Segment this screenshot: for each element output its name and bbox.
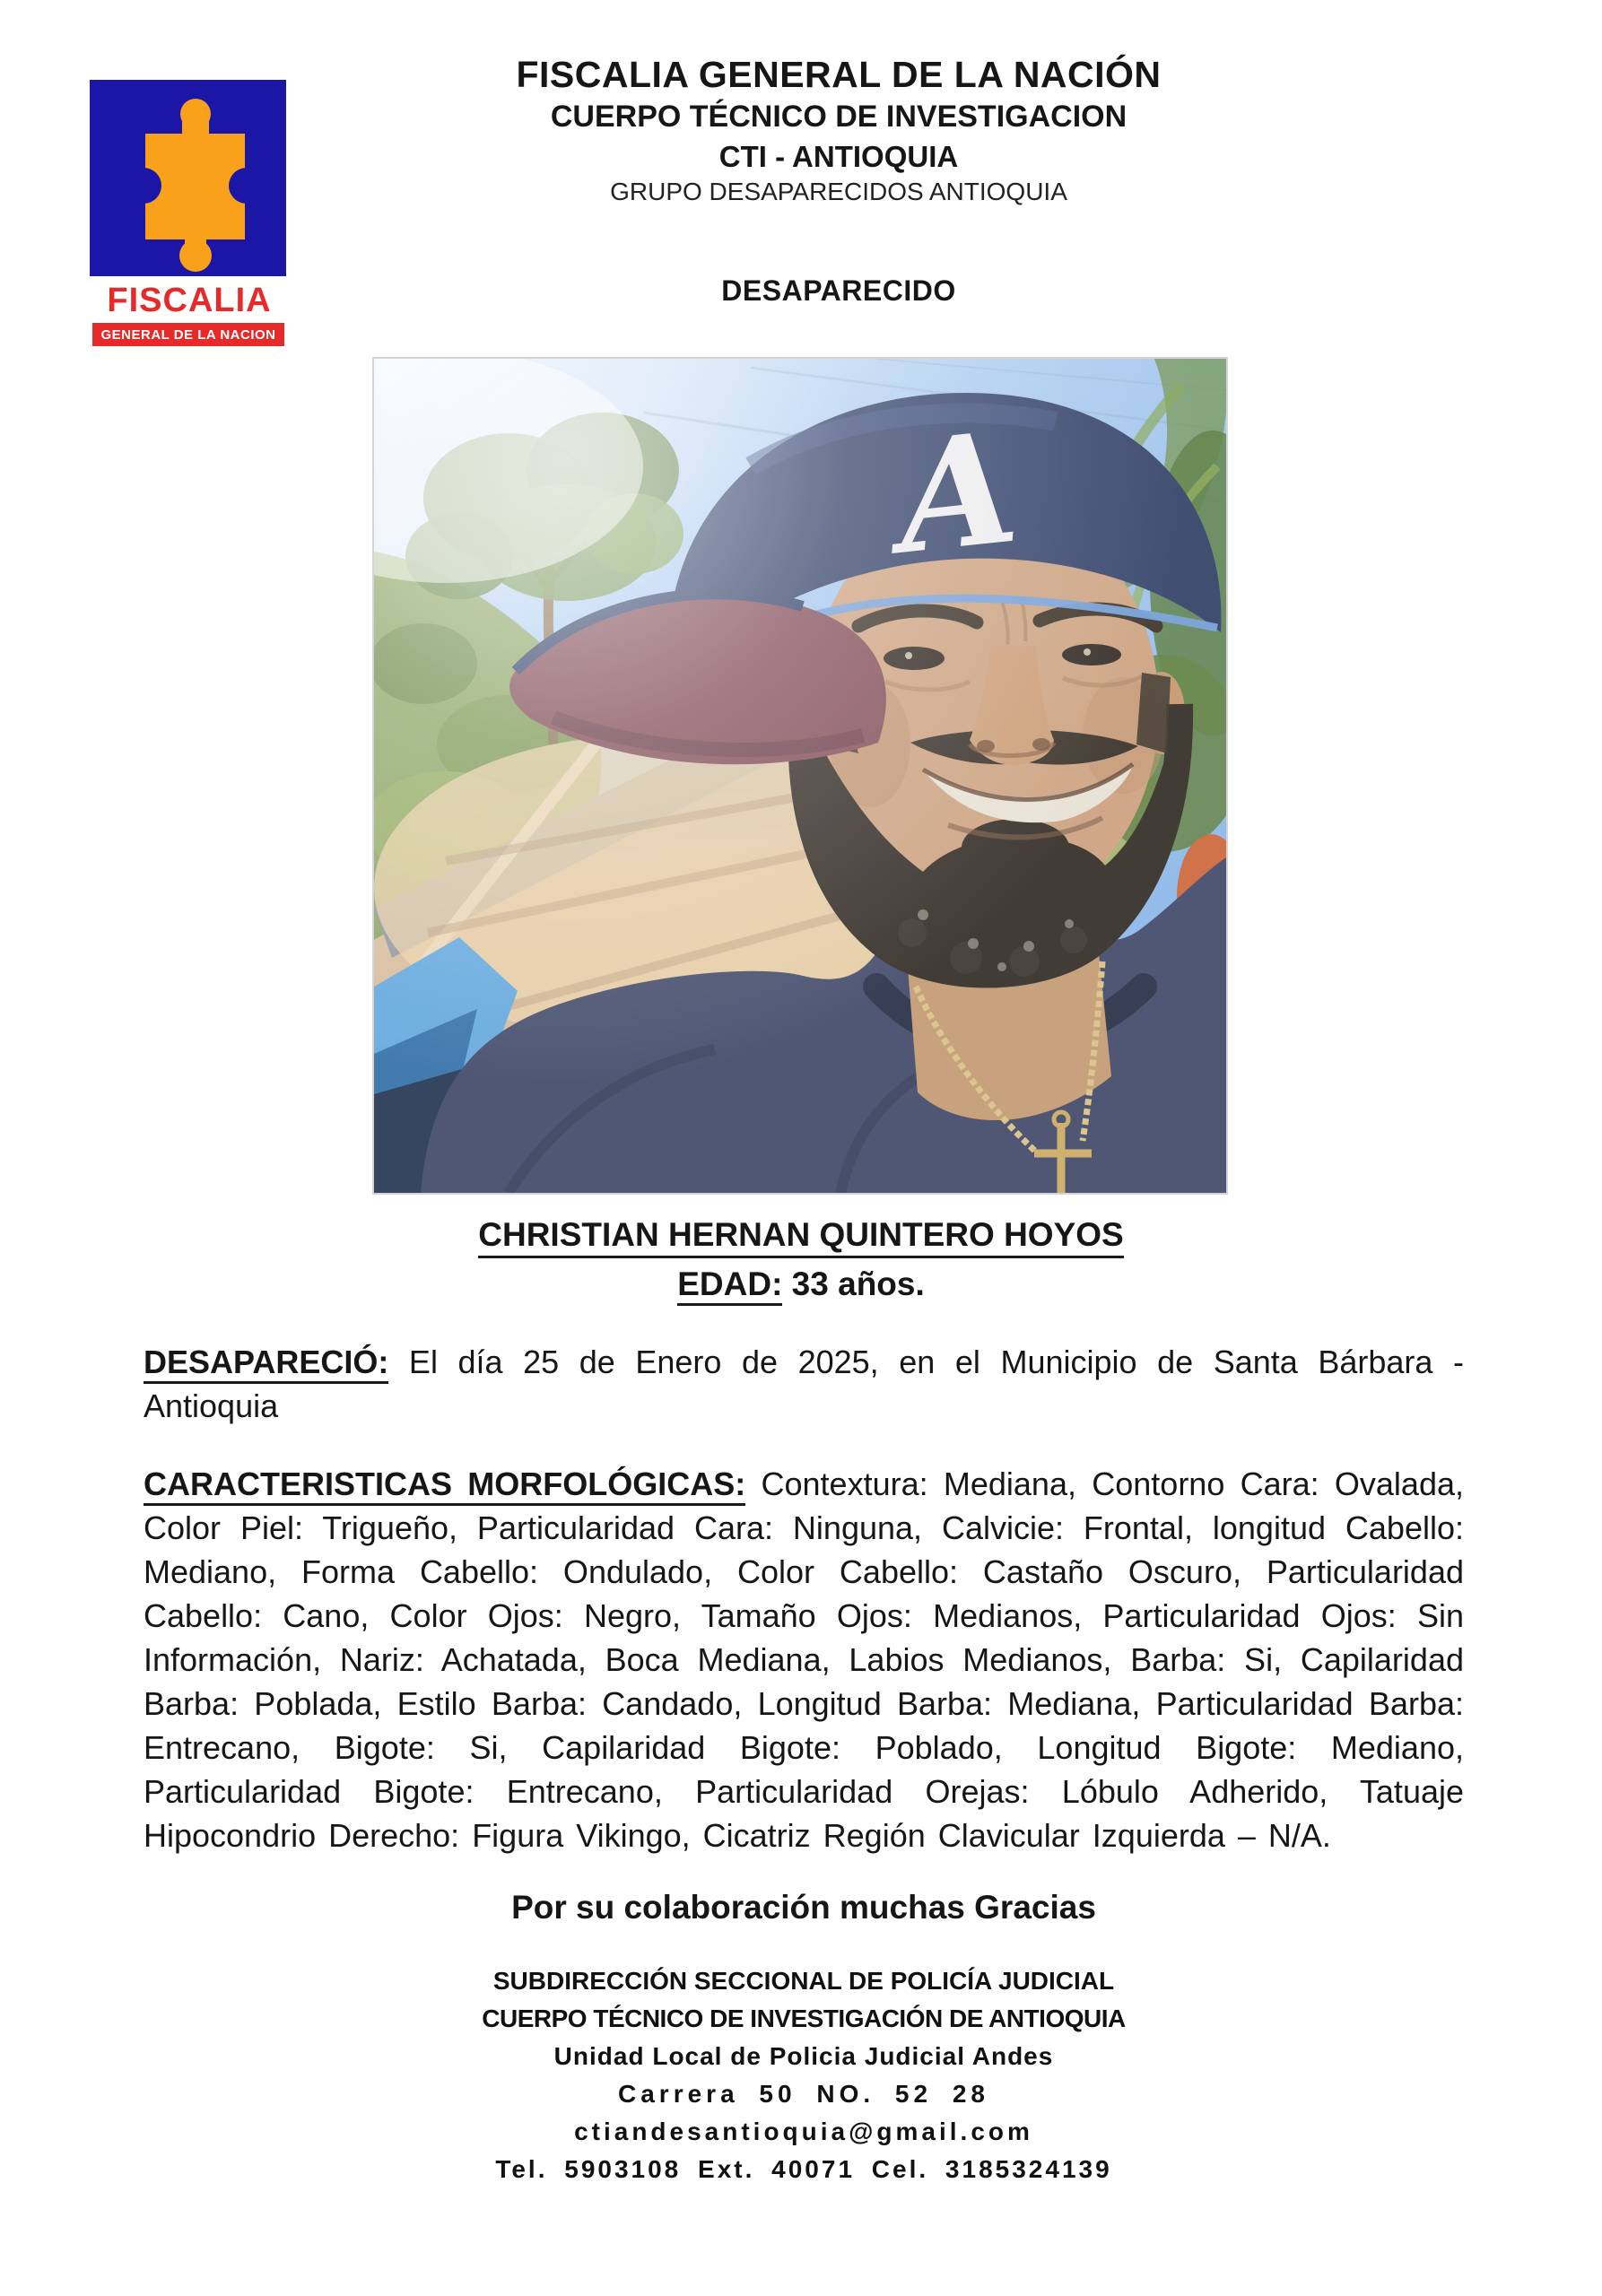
document-header <box>152 52 1525 208</box>
characteristics-text: Contextura: Mediana, Contorno Cara: Ovalada, Color Piel: Trigueño, Particularidad Cara: Ninguna, Calvicie: Frontal, longitud Cabello: Mediano, Forma Cabello: Ondulado, Color Cabello: Castaño Oscuro, Particularidad Cabello: Cano, Color Ojos: Negro, Tamaño Ojos: Medianos, Particularidad Ojos: Sin Información, Nariz: Achatada, Boca Mediana, Labios Medianos, Barba: Si, Capilaridad Barba: Poblada, Estilo Barba: Candado, Longitud Barba: Mediana, Particularidad Barba: Entrecano, Bigote: Si, Capilaridad Bigote: Poblado, Longitud Bigote: Mediano, Particularidad Bigote: Entrecano, Particularidad Orejas: Lóbulo Adherido, Tatuaje Hipocondrio Derecho: Figura Vikingo, Cicatriz Región Clavicular Izquierda – N/A. <box>144 1465 1464 1854</box>
fiscalia-wordmark: FISCALIA <box>107 282 272 319</box>
person-name: CHRISTIAN HERNAN QUINTERO HOYOS <box>478 1216 1123 1258</box>
characteristics-label: CARACTERISTICAS MORFOLÓGICAS: <box>144 1465 745 1506</box>
entity-subtitle: CUERPO TÉCNICO DE INVESTIGACION <box>550 100 1127 134</box>
footer-contact-block <box>144 1962 1464 2188</box>
disappearance-paragraph <box>144 1340 1464 1428</box>
disappearance-text: El día 25 de Enero de 2025, en el Municipio de Santa Bárbara - Antioquia <box>144 1344 1464 1424</box>
thanks-line: Por su colaboración muchas Gracias <box>511 1889 1096 1926</box>
footer-cuerpo-tecnico: CUERPO TÉCNICO DE INVESTIGACIÓN DE ANTIOQUIA <box>482 2005 1126 2032</box>
characteristics-paragraph <box>144 1462 1464 1857</box>
age-label: EDAD: <box>677 1265 782 1306</box>
age-value: 33 años. <box>782 1265 925 1302</box>
fiscalia-banner-label: GENERAL DE LA NACION <box>100 326 276 343</box>
footer-phone: Tel. 5903108 Ext. 40071 Cel. 3185324139 <box>495 2155 1112 2183</box>
entity-group: GRUPO DESAPARECIDOS ANTIOQUIA <box>610 178 1067 205</box>
footer-address: Carrera 50 NO. 52 28 <box>618 2080 989 2108</box>
status-title: DESAPARECIDO <box>721 274 956 307</box>
footer-subdireccion: SUBDIRECCIÓN SECCIONAL DE POLICÍA JUDICIAL <box>492 1967 1115 1995</box>
missing-person-photo <box>372 357 1228 1195</box>
entity-title: FISCALIA GENERAL DE LA NACIÓN <box>516 54 1162 95</box>
person-identity <box>142 1216 1460 1303</box>
fiscalia-banner <box>92 323 284 346</box>
footer-email: ctiandesantioquia@gmail.com <box>574 2118 1033 2145</box>
age-line <box>142 1265 1460 1303</box>
disappearance-label: DESAPARECIÓ: <box>144 1344 388 1384</box>
entity-unit: CTI - ANTIOQUIA <box>718 140 959 173</box>
footer-unidad-local: Unidad Local de Policia Judicial Andes <box>553 2042 1054 2070</box>
